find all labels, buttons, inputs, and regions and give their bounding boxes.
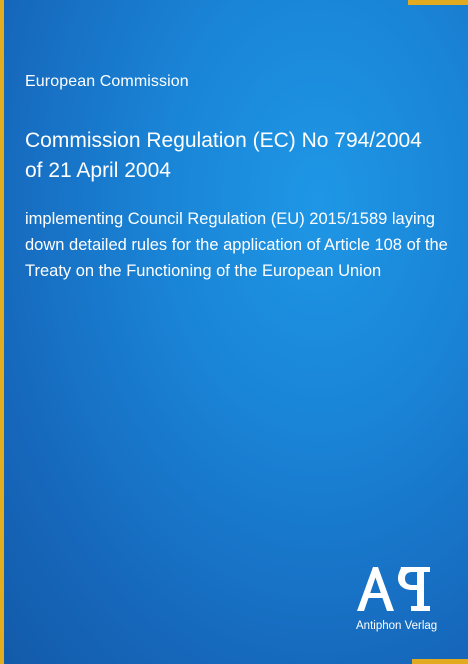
- publisher-name: Antiphon Verlag: [356, 620, 438, 632]
- book-title: Commission Regulation (EC) No 794/2004 of 21 April 2004: [25, 129, 422, 182]
- publisher-logo-icon: [356, 566, 434, 612]
- bottom-accent-stripe: [412, 659, 468, 664]
- author-name: European Commission: [25, 73, 189, 90]
- book-subtitle: implementing Council Regulation (EU) 2015/1589 laying down detailed rules for the application of Article 108 of the Treaty on the Functioning of the European Union: [25, 210, 448, 280]
- top-accent-stripe: [408, 0, 468, 5]
- left-accent-stripe: [0, 0, 4, 664]
